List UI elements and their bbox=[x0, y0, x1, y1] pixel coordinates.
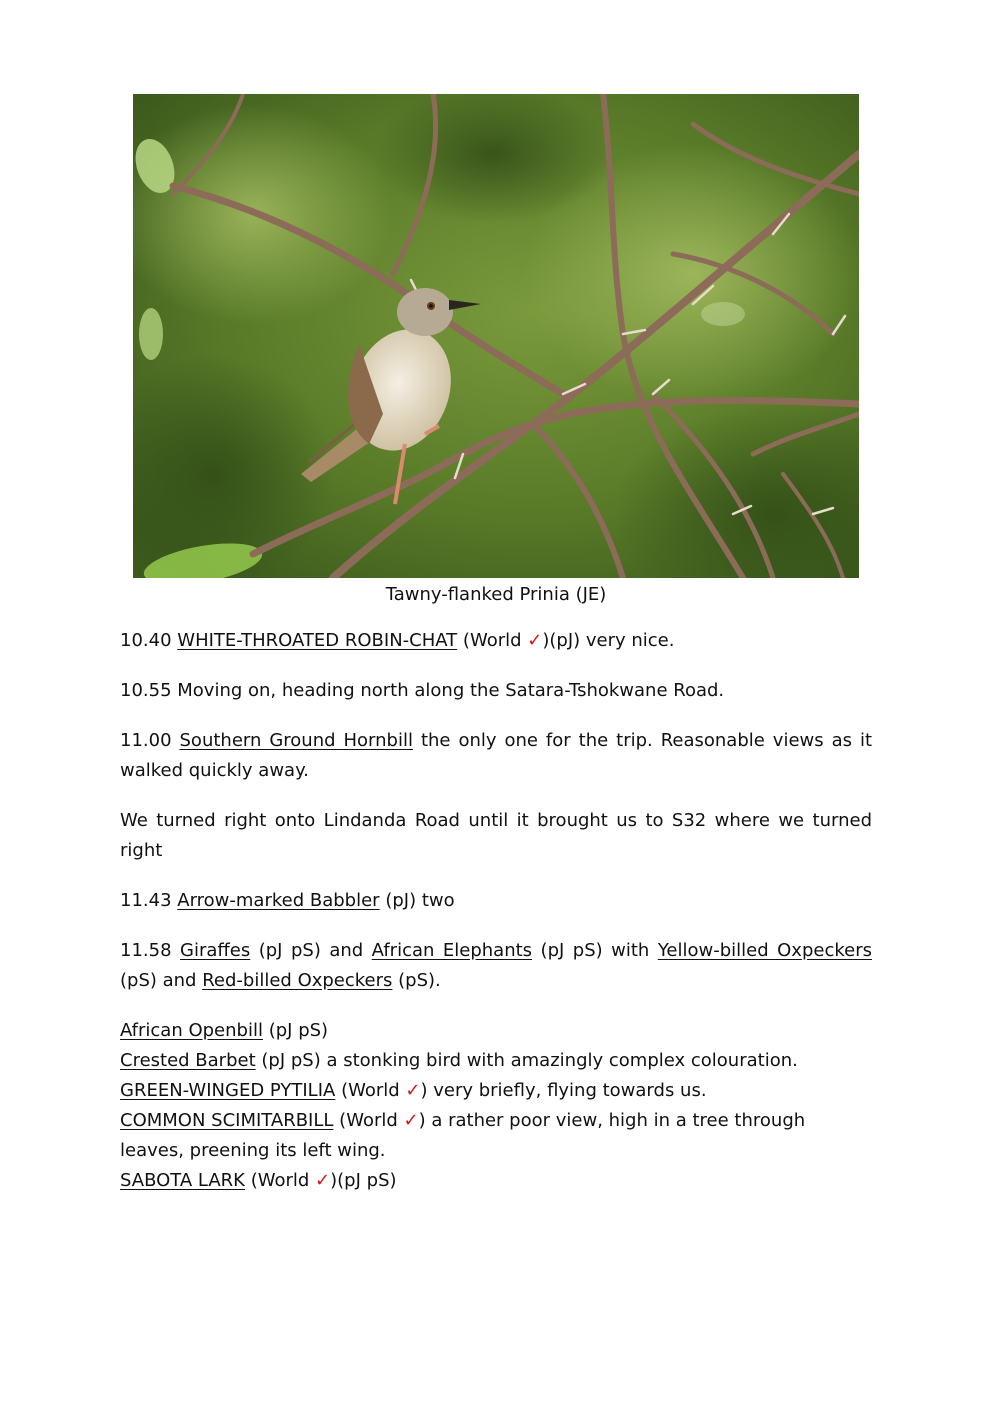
entry-note: (World bbox=[339, 1110, 404, 1131]
entry-note: (pJ pS) with bbox=[540, 940, 650, 961]
entry-time: 11.43 bbox=[120, 890, 172, 911]
list-item bbox=[120, 1106, 872, 1166]
species-list bbox=[120, 1016, 872, 1196]
species-name: Southern Ground Hornbill bbox=[179, 730, 413, 751]
list-item bbox=[120, 1166, 872, 1196]
entry-giraffes-elephants bbox=[120, 936, 872, 996]
list-item bbox=[120, 1046, 872, 1076]
entry-note: (pJ) two bbox=[385, 890, 455, 911]
check-mark-icon: ✓ bbox=[405, 1080, 421, 1101]
species-name: COMMON SCIMITARBILL bbox=[120, 1110, 334, 1131]
entry-babbler bbox=[120, 886, 872, 916]
entry-robin-chat bbox=[120, 626, 872, 656]
entry-note: (pJ pS) bbox=[268, 1020, 329, 1041]
entry-lindanda-road: We turned right onto Lindanda Road until it brought us to S32 where we turned right bbox=[120, 810, 872, 861]
species-name: WHITE-THROATED ROBIN-CHAT bbox=[177, 630, 458, 651]
entry-ground-hornbill bbox=[120, 726, 872, 786]
entry-note: (pJ pS) a stonking bird with amazingly complex colouration. bbox=[261, 1050, 798, 1071]
entry-note: the only one for the trip. Reasonable views as it walked quickly away. bbox=[120, 730, 873, 781]
list-item bbox=[120, 1016, 872, 1046]
species-name: African Elephants bbox=[371, 940, 533, 961]
entry-note: )(pJ pS) bbox=[330, 1170, 397, 1191]
species-name: Crested Barbet bbox=[120, 1050, 256, 1071]
entry-note: ) a rather poor view, high in a tree through leaves, preening its left wing. bbox=[120, 1110, 806, 1161]
entry-note: )(pJ) very nice. bbox=[542, 630, 675, 651]
species-name: African Openbill bbox=[120, 1020, 263, 1041]
photo-caption: Tawny-flanked Prinia (JE) bbox=[385, 584, 607, 605]
species-name: Red-billed Oxpeckers bbox=[202, 970, 393, 991]
entry-time: 11.58 bbox=[120, 940, 172, 961]
entry-note: ) very briefly, flying towards us. bbox=[420, 1080, 707, 1101]
check-mark-icon: ✓ bbox=[527, 630, 543, 651]
entry-note: (World bbox=[250, 1170, 316, 1191]
check-mark-icon: ✓ bbox=[403, 1110, 419, 1131]
species-name: SABOTA LARK bbox=[120, 1170, 245, 1191]
species-name: Arrow-marked Babbler bbox=[177, 890, 380, 911]
entry-moving-on: 10.55 Moving on, heading north along the Satara-Tshokwane Road. bbox=[120, 680, 725, 701]
entry-note: (pS). bbox=[398, 970, 441, 991]
bird-photo bbox=[133, 94, 859, 578]
entry-note: (pJ pS) and bbox=[258, 940, 364, 961]
trip-notes bbox=[120, 626, 872, 1196]
check-mark-icon: ✓ bbox=[315, 1170, 331, 1191]
species-name: GREEN-WINGED PYTILIA bbox=[120, 1080, 336, 1101]
list-item bbox=[120, 1076, 872, 1106]
entry-note: (pS) and bbox=[120, 970, 197, 991]
entry-time: 10.40 bbox=[120, 630, 172, 651]
species-name: Yellow-billed Oxpeckers bbox=[657, 940, 872, 961]
species-name: Giraffes bbox=[180, 940, 251, 961]
prinia-illustration bbox=[133, 94, 859, 578]
entry-time: 11.00 bbox=[120, 730, 172, 751]
entry-note: (World bbox=[462, 630, 528, 651]
entry-note: (World bbox=[341, 1080, 406, 1101]
